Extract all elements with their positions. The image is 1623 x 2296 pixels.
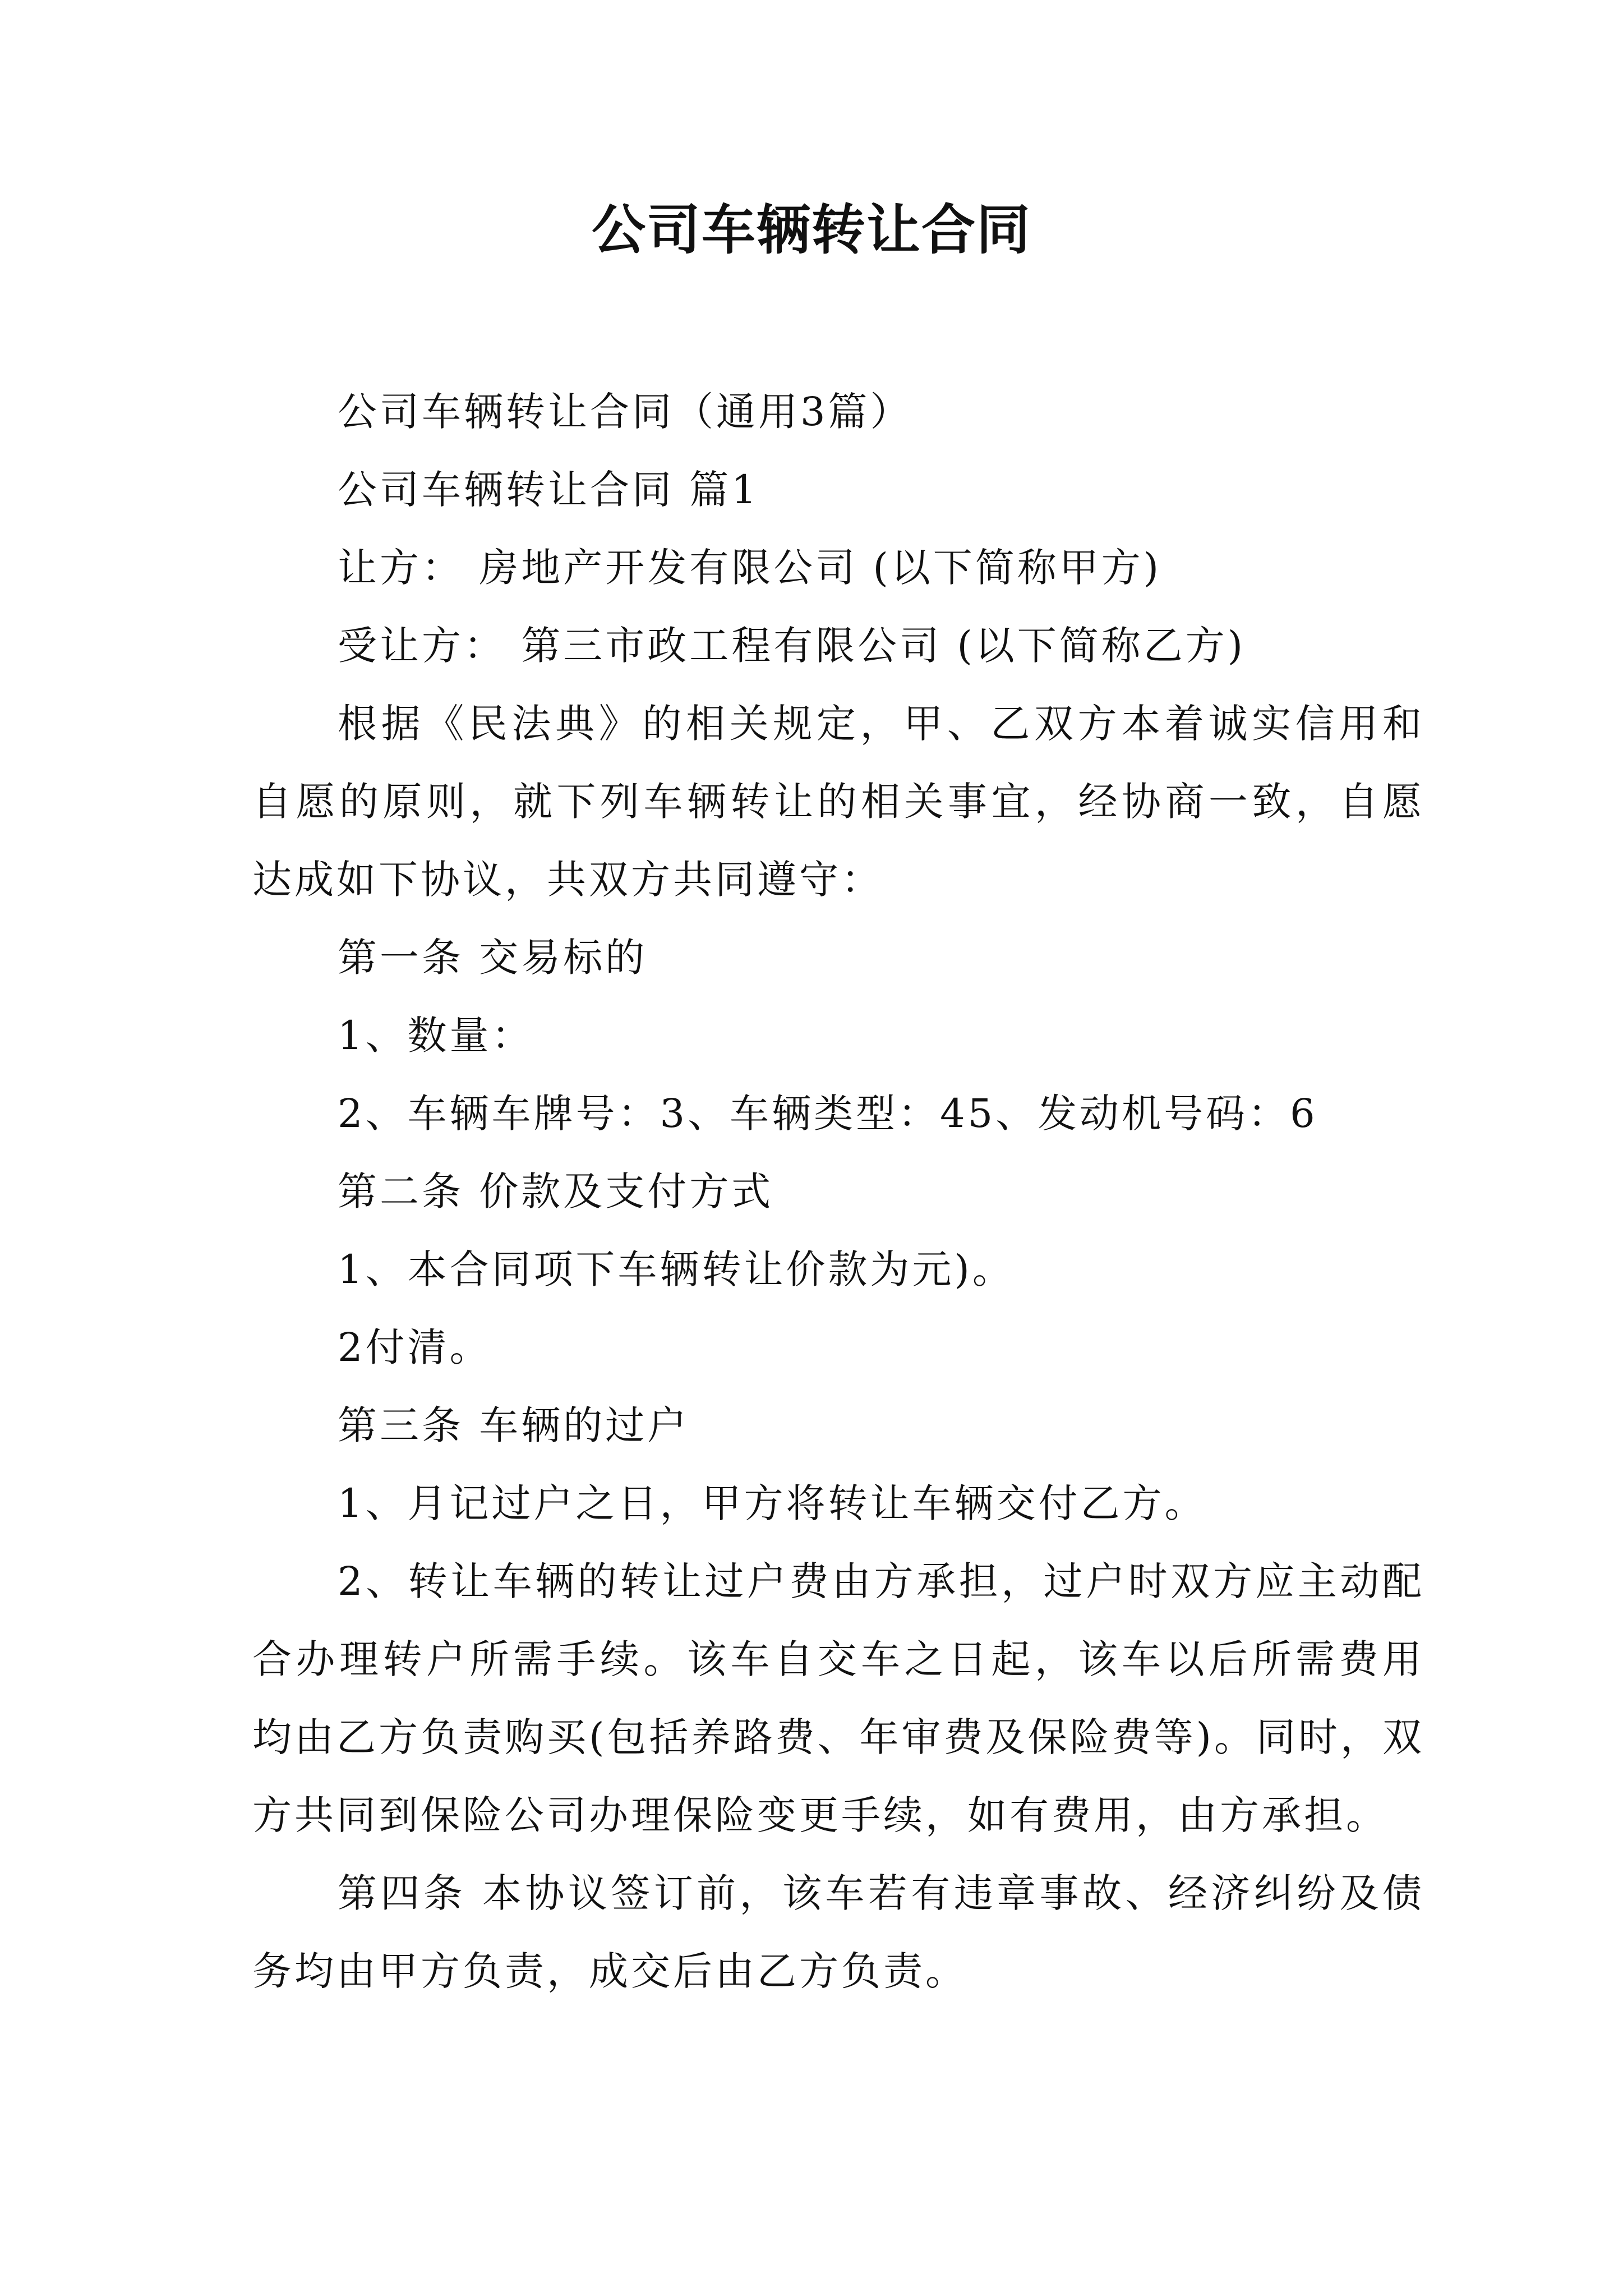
document-body [252, 373, 1424, 2010]
paragraph-article-2-item-1: 1、本合同项下车辆转让价款为元)。 [338, 1246, 1015, 1292]
paragraph-article-3-heading: 第三条 车辆的过户 [338, 1402, 690, 1448]
paragraph-article-2-heading: 第二条 价款及支付方式 [338, 1168, 774, 1214]
paragraph-article-1-item-1: 1、数量： [338, 1013, 534, 1059]
paragraph-article-3-item-1: 1、月记过户之日，甲方将转让车辆交付乙方。 [338, 1480, 1207, 1526]
paragraph-subtitle: 公司车辆转让合同（通用3篇） [338, 389, 912, 435]
paragraph-transferee: 受让方： 第三市政工程有限公司 (以下简称乙方) [338, 623, 1246, 669]
paragraph-transferor: 让方： 房地产开发有限公司 (以下简称甲方) [338, 545, 1162, 591]
document-title: 公司车辆转让合同 [592, 199, 1031, 261]
paragraph-article-2-item-2: 2付清。 [338, 1324, 492, 1370]
paragraph-article-1-item-2: 2、车辆车牌号：3、车辆类型：45、发动机号码：6 [338, 1091, 1318, 1137]
paragraph-chapter-heading: 公司车辆转让合同 篇1 [338, 467, 759, 513]
paragraph-article-1-heading: 第一条 交易标的 [338, 935, 648, 981]
paragraph-article-4: 第四条 本协议签订前，该车若有违章事故、经济纠纷及债务均由甲方负责，成交后由乙方负责。 [252, 1870, 1424, 1994]
paragraph-article-3-item-2: 2、转让车辆的转让过户费由方承担，过户时双方应主动配合办理转户所需手续。该车自交车之日起，该车以后所需费用均由乙方负责购买(包括养路费、年审费及保险费等)。同时，双方共同到保险公司办理保险变更手续，如有费用，由方承担。 [252, 1558, 1424, 1838]
paragraph-preamble: 根据《民法典》的相关规定，甲、乙双方本着诚实信用和自愿的原则，就下列车辆转让的相关事宜，经协商一致，自愿达成如下协议，共双方共同遵守： [252, 701, 1424, 903]
